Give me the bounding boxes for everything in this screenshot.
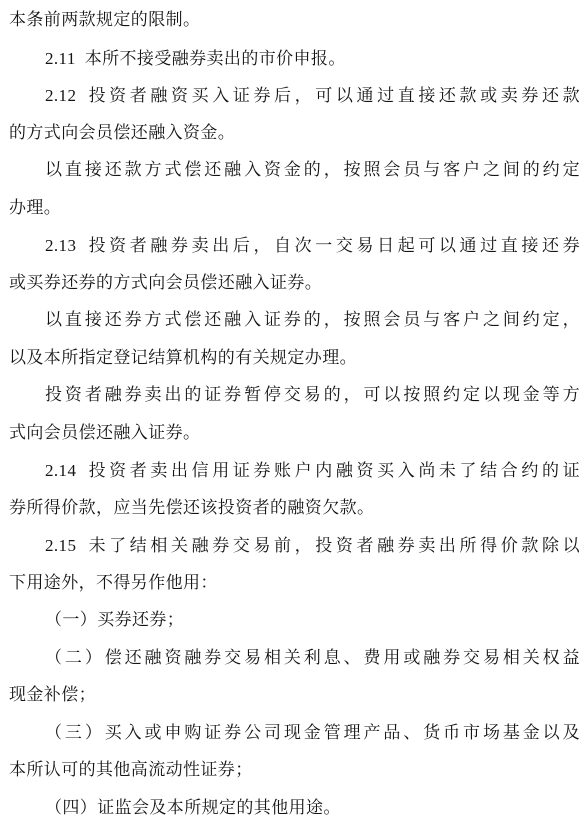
- article-2-15: [9, 527, 582, 565]
- article-number: 2.12: [45, 86, 76, 105]
- text-line-4: 的方式向会员偿还融入资金。: [9, 115, 582, 153]
- text-line-5: 以直接还款方式偿还融入资金的，按照会员与客户之间的约定: [9, 152, 582, 190]
- text-line-14: 券所得价款，应当先偿还该投资者的融资欠款。: [9, 490, 582, 528]
- article-number: 2.11: [45, 49, 76, 68]
- text-line-16: 下用途外，不得另作他用：: [9, 565, 582, 603]
- article-2-13: [9, 227, 582, 265]
- list-item-3: （三）买入或申购证券公司现金管理产品、货币市场基金以及: [9, 715, 582, 753]
- article-text: 本所不接受融券卖出的市价申报。: [85, 49, 346, 69]
- article-2-14: [9, 452, 582, 490]
- article-text: 未了结相关融券交易前，投资者融券卖出所得价款除以: [85, 536, 580, 556]
- text-line-21: 本所认可的其他高流动性证券；: [9, 752, 582, 790]
- article-text: 投资者卖出信用证券账户内融资买入尚未了结合约的证: [85, 461, 580, 481]
- text-line-19: 现金补偿；: [9, 677, 582, 715]
- text-line-1: 本条前两款规定的限制。: [9, 2, 582, 40]
- text-line-12: 式向会员偿还融入证券。: [9, 415, 582, 453]
- text-line-8: 或买券还券的方式向会员偿还融入证券。: [9, 265, 582, 303]
- article-2-11: [9, 40, 582, 78]
- article-text: 投资者融资买入证券后，可以通过直接还款或卖券还款: [85, 86, 580, 106]
- article-number: 2.14: [45, 461, 76, 480]
- article-number: 2.15: [45, 536, 76, 555]
- article-number: 2.13: [45, 236, 76, 255]
- text-line-6: 办理。: [9, 190, 582, 228]
- list-item-4: （四）证监会及本所规定的其他用途。: [9, 790, 582, 827]
- text-line-10: 以及本所指定登记结算机构的有关规定办理。: [9, 340, 582, 378]
- text-line-9: 以直接还券方式偿还融入证券的，按照会员与客户之间约定，: [9, 302, 582, 340]
- list-item-1: （一）买券还券；: [9, 602, 582, 640]
- list-item-2: （二）偿还融资融券交易相关利息、费用或融券交易相关权益: [9, 640, 582, 678]
- text-line-11: 投资者融券卖出的证券暂停交易的，可以按照约定以现金等方: [9, 377, 582, 415]
- article-2-12: [9, 77, 582, 115]
- article-text: 投资者融券卖出后，自次一交易日起可以通过直接还券: [85, 236, 580, 256]
